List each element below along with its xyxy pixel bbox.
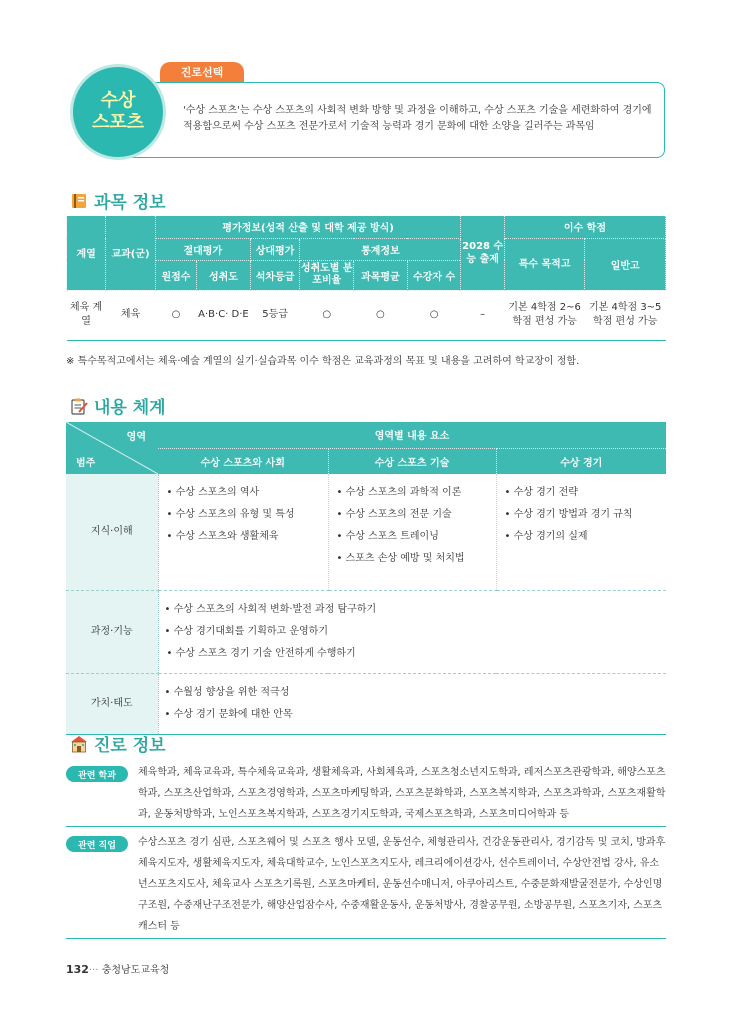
knowledge-col2: • 수상 스포츠의 과학적 이론 • 수상 스포츠의 전문 기술 • 수상 스포츠 트레이닝 • 스포츠 손상 예방 및 처치법 bbox=[328, 474, 496, 590]
cell-general: 기본 4학점 3~5학점 편성 가능 bbox=[585, 290, 666, 340]
book-icon bbox=[70, 192, 88, 210]
cell-raw-score: ○ bbox=[155, 290, 196, 340]
cell-avg: ○ bbox=[354, 290, 408, 340]
th-field: 계열 bbox=[67, 216, 106, 290]
page-number: 132 bbox=[66, 963, 89, 976]
section-career-title: 진로 정보 bbox=[70, 731, 166, 756]
th-col3: 수상 경기 bbox=[496, 448, 666, 474]
divider bbox=[66, 826, 666, 827]
th-dist: 성취도별 분포비율 bbox=[300, 260, 354, 290]
row-knowledge bbox=[66, 474, 666, 590]
course-description-box bbox=[100, 82, 665, 158]
process-content: • 수상 스포츠의 사회적 변화·발전 과정 탐구하기• 수상 경기대회를 기획하고 운영하기 • 수상 스포츠 경기 기술 안전하게 수행하기 bbox=[158, 590, 666, 673]
course-info-table bbox=[66, 216, 666, 341]
course-note: ※ 특수목적고에서는 체육·예술 계열의 실기·실습과목 이수 학점은 교육과정의 목표 및 내용을 고려하여 학교장이 정함. bbox=[66, 356, 580, 367]
org-name: 충청남도교육청 bbox=[101, 965, 170, 976]
th-elements: 영역별 내용 요소 bbox=[158, 422, 666, 448]
cell-achievement: A·B·C· D·E bbox=[197, 290, 251, 340]
header-area: 영역 bbox=[126, 432, 146, 443]
th-course: 교과(군) bbox=[106, 216, 156, 290]
th-raw-score: 원점수 bbox=[155, 260, 196, 290]
clipboard-icon bbox=[70, 397, 88, 415]
row-process bbox=[66, 590, 666, 673]
cell-special: 기본 4학점 2~6학점 편성 가능 bbox=[504, 290, 585, 340]
th-students: 수강자 수 bbox=[407, 260, 461, 290]
cell-dist: ○ bbox=[300, 290, 354, 340]
knowledge-col3: • 수상 경기 전략 • 수상 경기 방법과 경기 규칙 • 수상 경기의 실제 bbox=[496, 474, 666, 590]
cell-rank: 5등급 bbox=[250, 290, 300, 340]
diagonal-divider bbox=[66, 422, 158, 474]
th-col2: 수상 스포츠 기술 bbox=[328, 448, 496, 474]
cell-course: 체육 bbox=[106, 290, 156, 340]
subject-badge bbox=[70, 64, 166, 160]
subject-name: 수상 스포츠 bbox=[91, 90, 145, 133]
course-type-tag: 진로선택 bbox=[160, 62, 244, 82]
cat-knowledge: 지식·이해 bbox=[66, 474, 158, 590]
school-icon bbox=[70, 735, 88, 753]
related-departments bbox=[66, 762, 666, 825]
dept-text: 체육학과, 체육교육과, 특수체육교육과, 생활체육과, 사회체육과, 스포츠청소년지도학과, 레저스포츠관광학과, 해양스포츠학과, 스포츠산업학과, 스포츠경영학과, 스포츠마케팅학과, 스포츠문화학과, 스포츠복지학과, 스포츠과학과, 스포츠재활학과, 운동처방학과, 노인스포츠복지학과, 스포츠경기지도학과, 국제스포츠학과, 스포츠미디어학과 등 bbox=[138, 767, 666, 820]
divider bbox=[66, 938, 666, 939]
th-eval-info: 평가정보(성적 산출 및 대학 제공 방식) bbox=[155, 216, 461, 238]
th-special: 특수 목적고 bbox=[504, 238, 585, 290]
th-stats: 통계정보 bbox=[300, 238, 461, 260]
cell-suneung: – bbox=[461, 290, 504, 340]
dept-badge: 관련 학과 bbox=[66, 766, 128, 782]
course-description: '수상 스포츠'는 수상 스포츠의 사회적 변화 방향 및 과정을 이해하고, 수상 스포츠 기술을 세련화하여 경기에 적용함으로써 수상 스포츠 전문가로서 기술적 능력과 경기 문화에 대한 소양을 길러주는 과목임 bbox=[183, 105, 652, 132]
table-row bbox=[67, 290, 666, 340]
th-credits: 이수 학점 bbox=[504, 216, 665, 238]
cat-process: 과정·기능 bbox=[66, 590, 158, 673]
knowledge-col1: • 수상 스포츠의 역사 • 수상 스포츠의 유형 및 특성 • 수상 스포츠와 생활체육 bbox=[158, 474, 328, 590]
th-absolute: 절대평가 bbox=[155, 238, 250, 260]
section-content-system-title: 내용 체계 bbox=[70, 393, 166, 418]
content-system-table bbox=[66, 422, 666, 735]
cell-students: ○ bbox=[407, 290, 461, 340]
job-text: 수상스포츠 경기 심판, 스포츠웨어 및 스포츠 행사 모델, 운동선수, 체형관리사, 건강운동관리사, 경기감독 및 코치, 방과후 체육지도자, 생활체육지도자, 체육대학교수, 노인스포츠지도사, 레크리에이션강사, 선수트레이너, 수상안전법 강사, 유소년스포츠지도사, 체육교사 스포츠기록원, 스포츠마케터, 운동선수매니저, 아쿠아리스트, 수중문화재발굴전문가, 수상인명구조원, 수중재난구조전문가, 해양산업잠수사, 수중재활운동사, 운동처방사, 경찰공무원, 소방공무원, 스포츠기자, 스포츠캐스터 등 bbox=[138, 837, 666, 932]
th-area-category bbox=[66, 422, 158, 474]
job-badge: 관련 직업 bbox=[66, 836, 128, 852]
section-course-info-title: 과목 정보 bbox=[70, 188, 166, 213]
row-values bbox=[66, 673, 666, 734]
th-col1: 수상 스포츠와 사회 bbox=[158, 448, 328, 474]
th-general: 일반고 bbox=[585, 238, 666, 290]
th-suneung: 2028 수능 출제 bbox=[461, 216, 504, 290]
th-avg: 과목평균 bbox=[354, 260, 408, 290]
values-content: • 수월성 향상을 위한 적극성• 수상 경기 문화에 대한 안목 bbox=[158, 673, 666, 734]
cell-field: 체육 계열 bbox=[67, 290, 106, 340]
th-achievement: 성취도 bbox=[197, 260, 251, 290]
cat-values: 가치·태도 bbox=[66, 673, 158, 734]
th-relative: 상대평가 bbox=[250, 238, 300, 260]
page-footer: 132··· 충청남도교육청 bbox=[66, 963, 170, 976]
th-rank: 석차등급 bbox=[250, 260, 300, 290]
related-jobs bbox=[66, 832, 666, 937]
header-category: 범주 bbox=[76, 458, 96, 469]
